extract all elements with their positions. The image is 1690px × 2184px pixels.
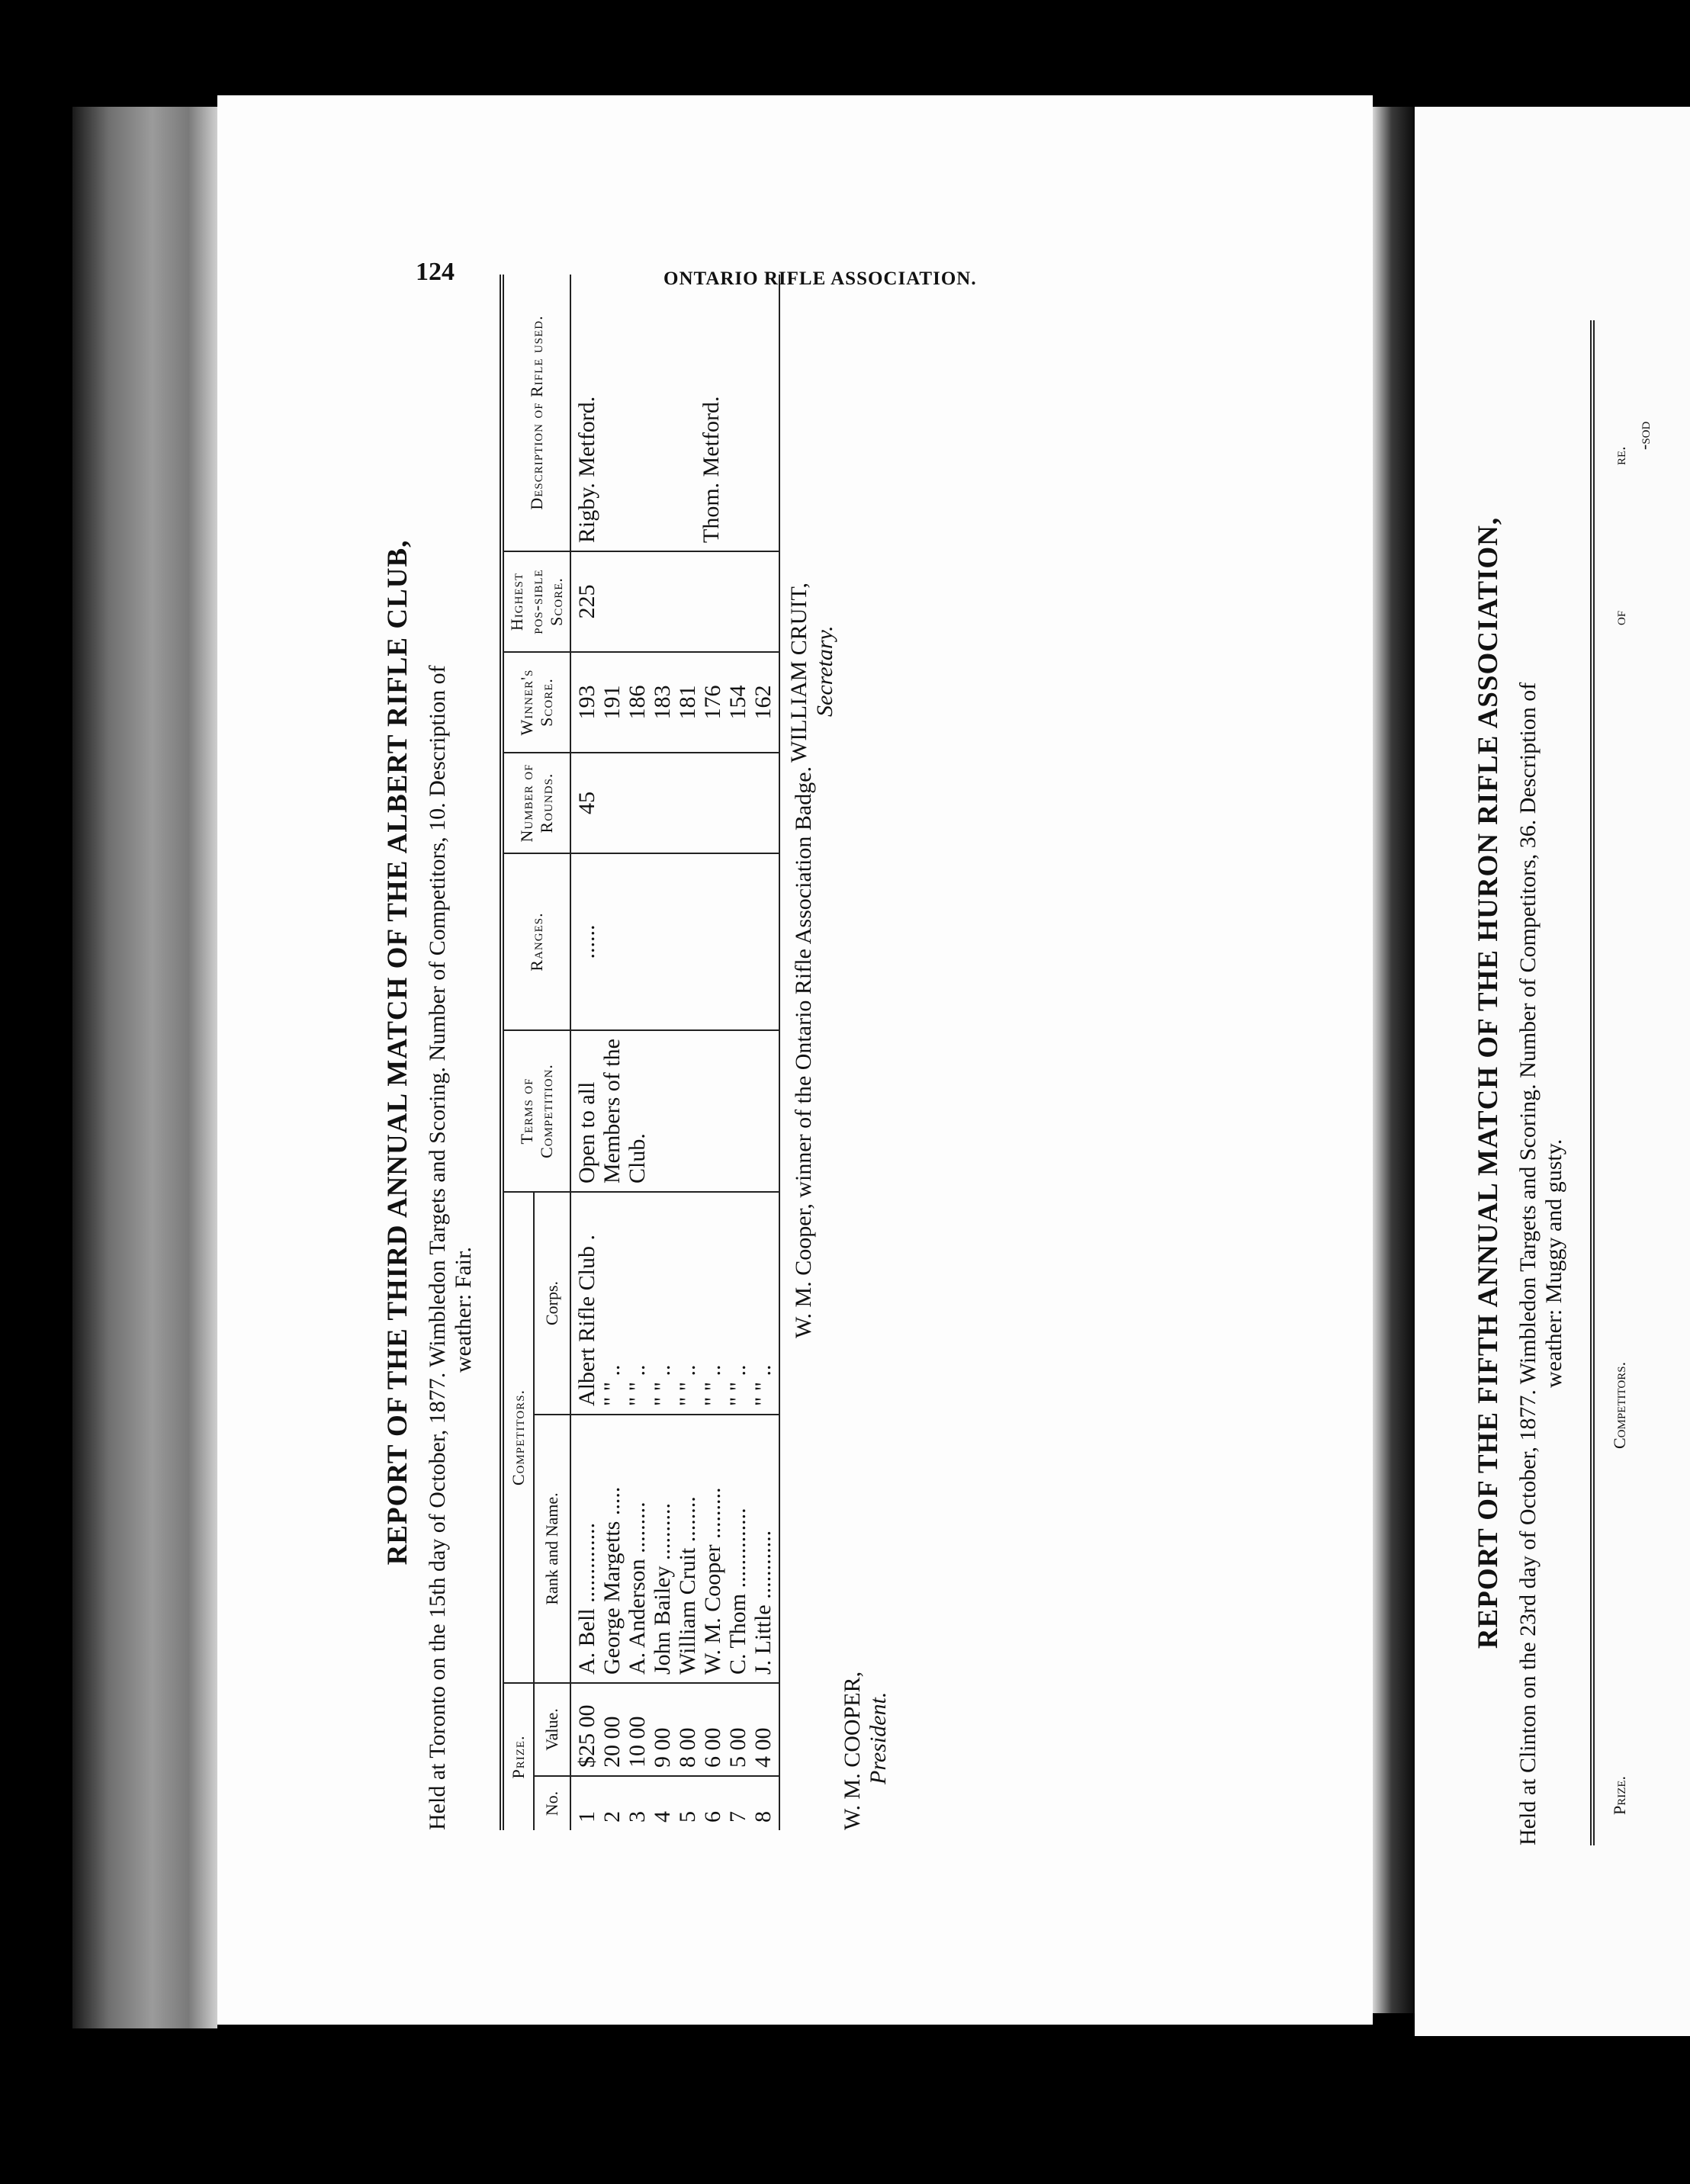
row-corps: " " .. xyxy=(700,1364,725,1406)
header-rifle: Description of Rifle used. xyxy=(502,275,570,551)
row-name: A. Bell .............. xyxy=(574,1522,599,1675)
running-head: ONTARIO RIFLE ASSOCIATION. xyxy=(663,268,977,289)
subtitle-line-2: weather: Fair. xyxy=(451,1247,476,1373)
header-competitors: Competitors. xyxy=(502,1192,534,1683)
subtitle-line-1: Held at Toronto on the 15th day of October, 1877. Wimbledon Targets and Scoring. Number of Competitors, 10. Description of xyxy=(425,665,450,1830)
row-value: 5 00 xyxy=(725,1727,750,1768)
header-ranges: Ranges. xyxy=(502,853,570,1030)
row-value: 20 00 xyxy=(599,1716,625,1768)
row-no: 6 xyxy=(700,1811,725,1823)
row-no: 2 xyxy=(599,1811,625,1823)
corps-column xyxy=(570,1192,779,1415)
page-gutter xyxy=(1373,107,1415,2013)
name-column xyxy=(570,1415,779,1683)
report2-subtitle-line-2: weather: Muggy and gusty. xyxy=(1541,1139,1566,1388)
score-column xyxy=(570,652,779,753)
row-value: 6 00 xyxy=(700,1727,725,1768)
header-winners-score: Winner's Score. xyxy=(502,652,570,753)
row-no: 7 xyxy=(725,1811,750,1823)
row-value: $25 00 xyxy=(574,1704,599,1768)
report2-header-pos: -sod xyxy=(1634,421,1653,450)
row-score: 181 xyxy=(675,685,700,720)
header-rounds: Number of Rounds. xyxy=(502,753,570,853)
value-column xyxy=(570,1683,779,1776)
page-number: 124 xyxy=(416,258,455,286)
rifle-bottom: Thom. Metford. xyxy=(699,396,724,543)
row-score: 191 xyxy=(599,685,625,720)
report2-table-header xyxy=(1590,320,1686,1845)
book-spine xyxy=(72,107,217,2028)
row-value: 9 00 xyxy=(650,1727,675,1768)
president-role: President. xyxy=(866,1691,891,1784)
secretary-signature xyxy=(786,583,838,763)
rounds-cell: 45 xyxy=(570,753,779,853)
row-score: 176 xyxy=(700,685,725,720)
highest-cell: 225 xyxy=(570,551,779,652)
badge-note: W. M. Cooper, winner of the Ontario Rifle Association Badge. xyxy=(791,766,816,1339)
row-value: 10 00 xyxy=(625,1716,650,1768)
report2-subtitle-line-1: Held at Clinton on the 23rd day of October, 1877. Wimbledon Targets and Scoring. Number of Competitors, 36. Description of xyxy=(1515,682,1541,1845)
no-column xyxy=(570,1776,779,1830)
header-highest-score: Highest pos-sible Score. xyxy=(502,551,570,652)
header-corps: Corps. xyxy=(534,1192,570,1415)
ranges-cell: ...... xyxy=(570,853,779,1030)
rifle-top: Rigby. Metford. xyxy=(574,396,599,543)
row-name: George Margetts ..... xyxy=(599,1486,625,1675)
row-corps: " " .. xyxy=(625,1364,650,1406)
header-prize: Prize. xyxy=(502,1683,534,1830)
row-score: 154 xyxy=(725,685,750,720)
report-subtitle xyxy=(425,275,477,1830)
row-value: 8 00 xyxy=(675,1727,700,1768)
row-name: John Bailey .......... xyxy=(650,1503,675,1675)
row-value: 4 00 xyxy=(750,1727,776,1768)
row-score: 183 xyxy=(650,685,675,720)
report2-header-competitors: Competitors. xyxy=(1610,1361,1629,1449)
row-no: 1 xyxy=(574,1811,599,1823)
albert-report xyxy=(381,275,1289,1830)
president-name: W. M. COOPER, xyxy=(840,1671,865,1830)
rifle-cell xyxy=(570,275,779,551)
header-terms: Terms of Competition. xyxy=(502,1030,570,1192)
header-rank-name: Rank and Name. xyxy=(534,1415,570,1683)
terms-cell: Open to all Members of the Club. xyxy=(570,1030,779,1192)
secretary-name: WILLIAM CRUIT, xyxy=(786,582,811,763)
table-body-row xyxy=(570,275,779,1830)
row-score: 193 xyxy=(574,685,599,720)
row-corps: " " .. xyxy=(599,1364,625,1406)
row-score: 162 xyxy=(750,685,776,720)
row-no: 8 xyxy=(750,1811,776,1823)
row-no: 3 xyxy=(625,1811,650,1823)
row-name: C. Thom .............. xyxy=(725,1508,750,1675)
report-title: REPORT OF THE THIRD ANNUAL MATCH OF THE ALBERT RIFLE CLUB, xyxy=(382,539,413,1566)
row-score: 186 xyxy=(625,685,650,720)
header-value: Value. xyxy=(534,1683,570,1776)
row-name: W. M. Cooper ......... xyxy=(700,1487,725,1675)
report2-header-score: re. xyxy=(1610,446,1629,465)
row-no: 5 xyxy=(675,1811,700,1823)
row-corps: " " .. xyxy=(725,1364,750,1406)
secretary-role: Secretary. xyxy=(812,625,837,717)
row-corps: " " .. xyxy=(650,1364,675,1406)
row-corps: Albert Rifle Club . xyxy=(574,1235,599,1406)
row-corps: " " .. xyxy=(675,1364,700,1406)
president-signature xyxy=(840,1672,892,1830)
huron-report xyxy=(1472,320,1690,1845)
header-no: No. xyxy=(534,1776,570,1830)
row-name: William Cruit ........ xyxy=(675,1496,700,1675)
report2-header-prize: Prize. xyxy=(1610,1775,1629,1815)
row-no: 4 xyxy=(650,1811,675,1823)
results-table xyxy=(500,275,780,1830)
report2-subtitle xyxy=(1515,320,1567,1845)
row-corps: " " .. xyxy=(750,1364,776,1406)
report2-title: REPORT OF THE FIFTH ANNUAL MATCH OF THE HURON RIFLE ASSOCIATION, xyxy=(1473,516,1504,1649)
row-name: A. Anderson ......... xyxy=(625,1502,650,1675)
report2-header-of: of xyxy=(1610,610,1629,625)
row-name: J. Little ............ xyxy=(750,1530,776,1675)
